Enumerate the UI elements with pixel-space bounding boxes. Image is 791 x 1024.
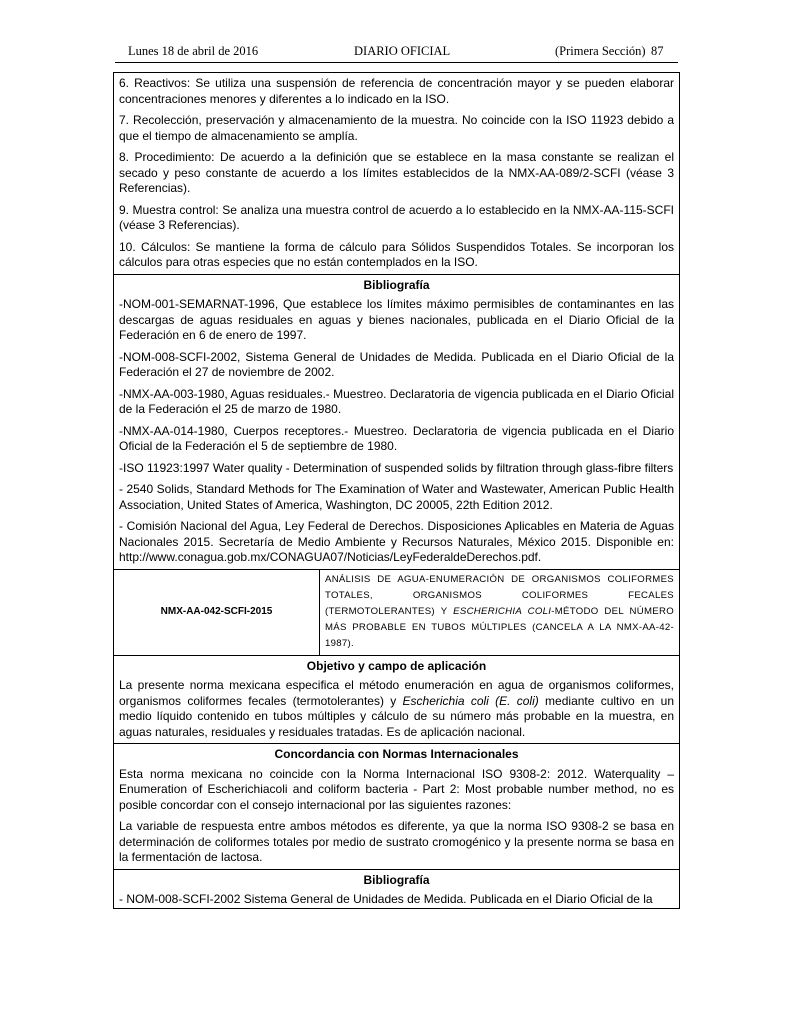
bibliography-heading-2: Bibliografía [363, 872, 430, 887]
objective-text [119, 678, 674, 740]
norm-title-italic: ESCHERICHIA COLI [453, 605, 552, 617]
header-section: (Primera Sección) [555, 44, 646, 58]
bibliography-item: - 2540 Solids, Standard Methods for The Examination of Water and Wastewater, American Public Health Association, United States of America, Washington, DC 20005, 22th Edition 2012. [119, 482, 674, 512]
item-procedimiento: 8. Procedimiento: De acuerdo a la definición que se establece en la masa constante se realizan el secado y peso constante de acuerdo a los límites establecidos de la NMX-AA-089/2-SCFI (véase 3 Referencias). [119, 150, 674, 195]
bibliography-item-truncated: - NOM-008-SCFI-2002 Sistema General de Unidades de Medida. Publicada en el Diario Oficial de la [119, 892, 653, 906]
objective-text-italic: Escherichia coli (E. coli) [402, 693, 539, 708]
concordance-paragraph-1: Esta norma mexicana no coincide con la Norma Internacional ISO 9308-2: 2012. Waterquality – Enumeration of Escherichiacoli and coliform bacteria - Part 2: Most probable number method, no es posible concordar con el consejo internacional por las siguientes razones: [119, 766, 674, 812]
norm-code: NMX-AA-042-SCFI-2015 [114, 570, 320, 655]
bibliography-item: -NOM-008-SCFI-2002, Sistema General de Unidades de Medida. Publicada en el Diario Oficial de la Federación el 27 de noviembre de 2002. [119, 349, 674, 379]
item-recoleccion: 7. Recolección, preservación y almacenamiento de la muestra. No coincide con la ISO 11923 debido a que el tiempo de almacenamiento se amplía. [119, 113, 674, 143]
bibliography-block-1 [114, 275, 679, 570]
header-date: Lunes 18 de abril de 2016 [128, 44, 259, 58]
norm-title-row [114, 570, 679, 656]
item-reactivos: 6. Reactivos: Se utiliza una suspensión de referencia de concentración mayor y se pueden elaborar concentraciones menores y diferentes a lo indicado en la ISO. [119, 76, 674, 106]
objective-block [114, 656, 679, 745]
bibliography-block-2 [114, 870, 679, 910]
bibliography-item: -NOM-001-SEMARNAT-1996, Que establece los límites máximo permisibles de contaminantes en las descargas de aguas residuales en aguas y bienes nacionales, publicada en el Diario Oficial de la Federación en 6 de enero de 1997. [119, 297, 674, 342]
norm-title-part1: ANÁLISIS DE AGUA-ENUMERACIÓN DE ORGANISMOS COLIFORMES TOTALES, ORGANISMOS COLIFORMES FECALES (TERMOTOLERANTES) Y [325, 573, 674, 617]
norm-title-part2: -MÉTODO DEL NÚMERO MÁS PROBABLE EN TUBOS MÚLTIPLES (CANCELA A LA NMX-AA-42-1987). [325, 605, 674, 650]
bibliography-item: -NMX-AA-014-1980, Cuerpos receptores.- Muestreo. Declaratoria de vigencia publicada en el Diario Oficial de la Federación el 5 de septiembre de 1980. [119, 423, 674, 453]
bibliography-item: -ISO 11923:1997 Water quality - Determination of suspended solids by filtration through glass-fibre filters [119, 460, 674, 475]
item-muestra-control: 9. Muestra control: Se analiza una muestra control de acuerdo a lo establecido en la NMX-AA-115-SCFI (véase 3 Referencias). [119, 202, 674, 232]
concordance-block [114, 744, 679, 870]
header-title: DIARIO OFICIAL [354, 44, 451, 58]
objective-heading: Objetivo y campo de aplicación [306, 658, 487, 673]
content-table [113, 72, 680, 909]
concordance-paragraph-2: La variable de respuesta entre ambos métodos es diferente, ya que la norma ISO 9308-2 se basa en determinación de coliformes totales por medio de sustrato cromogénico y la presente norma se basa en la fermentación de lactosa. [119, 819, 674, 865]
objective-text-part1: La presente norma mexicana especifica el método enumeración en agua de organismos coliformes, organismos coliformes fecales (termotolerantes) y [119, 678, 674, 708]
bibliography-item: -NMX-AA-003-1980, Aguas residuales.- Muestreo. Declaratoria de vigencia publicada en el Diario Oficial de la Federación el 25 de marzo de 1980. [119, 386, 674, 416]
differences-block [114, 73, 679, 275]
bibliography-heading: Bibliografía [363, 277, 430, 292]
norm-title [320, 570, 679, 655]
page-header [115, 44, 678, 63]
objective-text-part2: mediante cultivo en un medio líquido contenido en tubos múltiples y cálculo de su número más probable en la muestra, en aguas naturales, residuales y residuales tratadas. Es de aplicación nacional. [119, 693, 674, 739]
bibliography-item: - Comisión Nacional del Agua, Ley Federal de Derechos. Disposiciones Aplicables en Materia de Aguas Nacionales 2015. Secretaría de Medio Ambiente y Recursos Naturales, México 2015. Disponible en: http://www.conagua.gob.mx/CONAGUA07/Noticias/LeyFederaldeDerechos.pdf. [119, 519, 674, 564]
item-calculos: 10. Cálculos: Se mantiene la forma de cálculo para Sólidos Suspendidos Totales. Se incorporan los cálculos para otras especies que no están contemplados en la ISO. [119, 239, 674, 269]
header-page-number: 87 [651, 44, 664, 58]
concordance-heading: Concordancia con Normas Internacionales [274, 747, 519, 762]
